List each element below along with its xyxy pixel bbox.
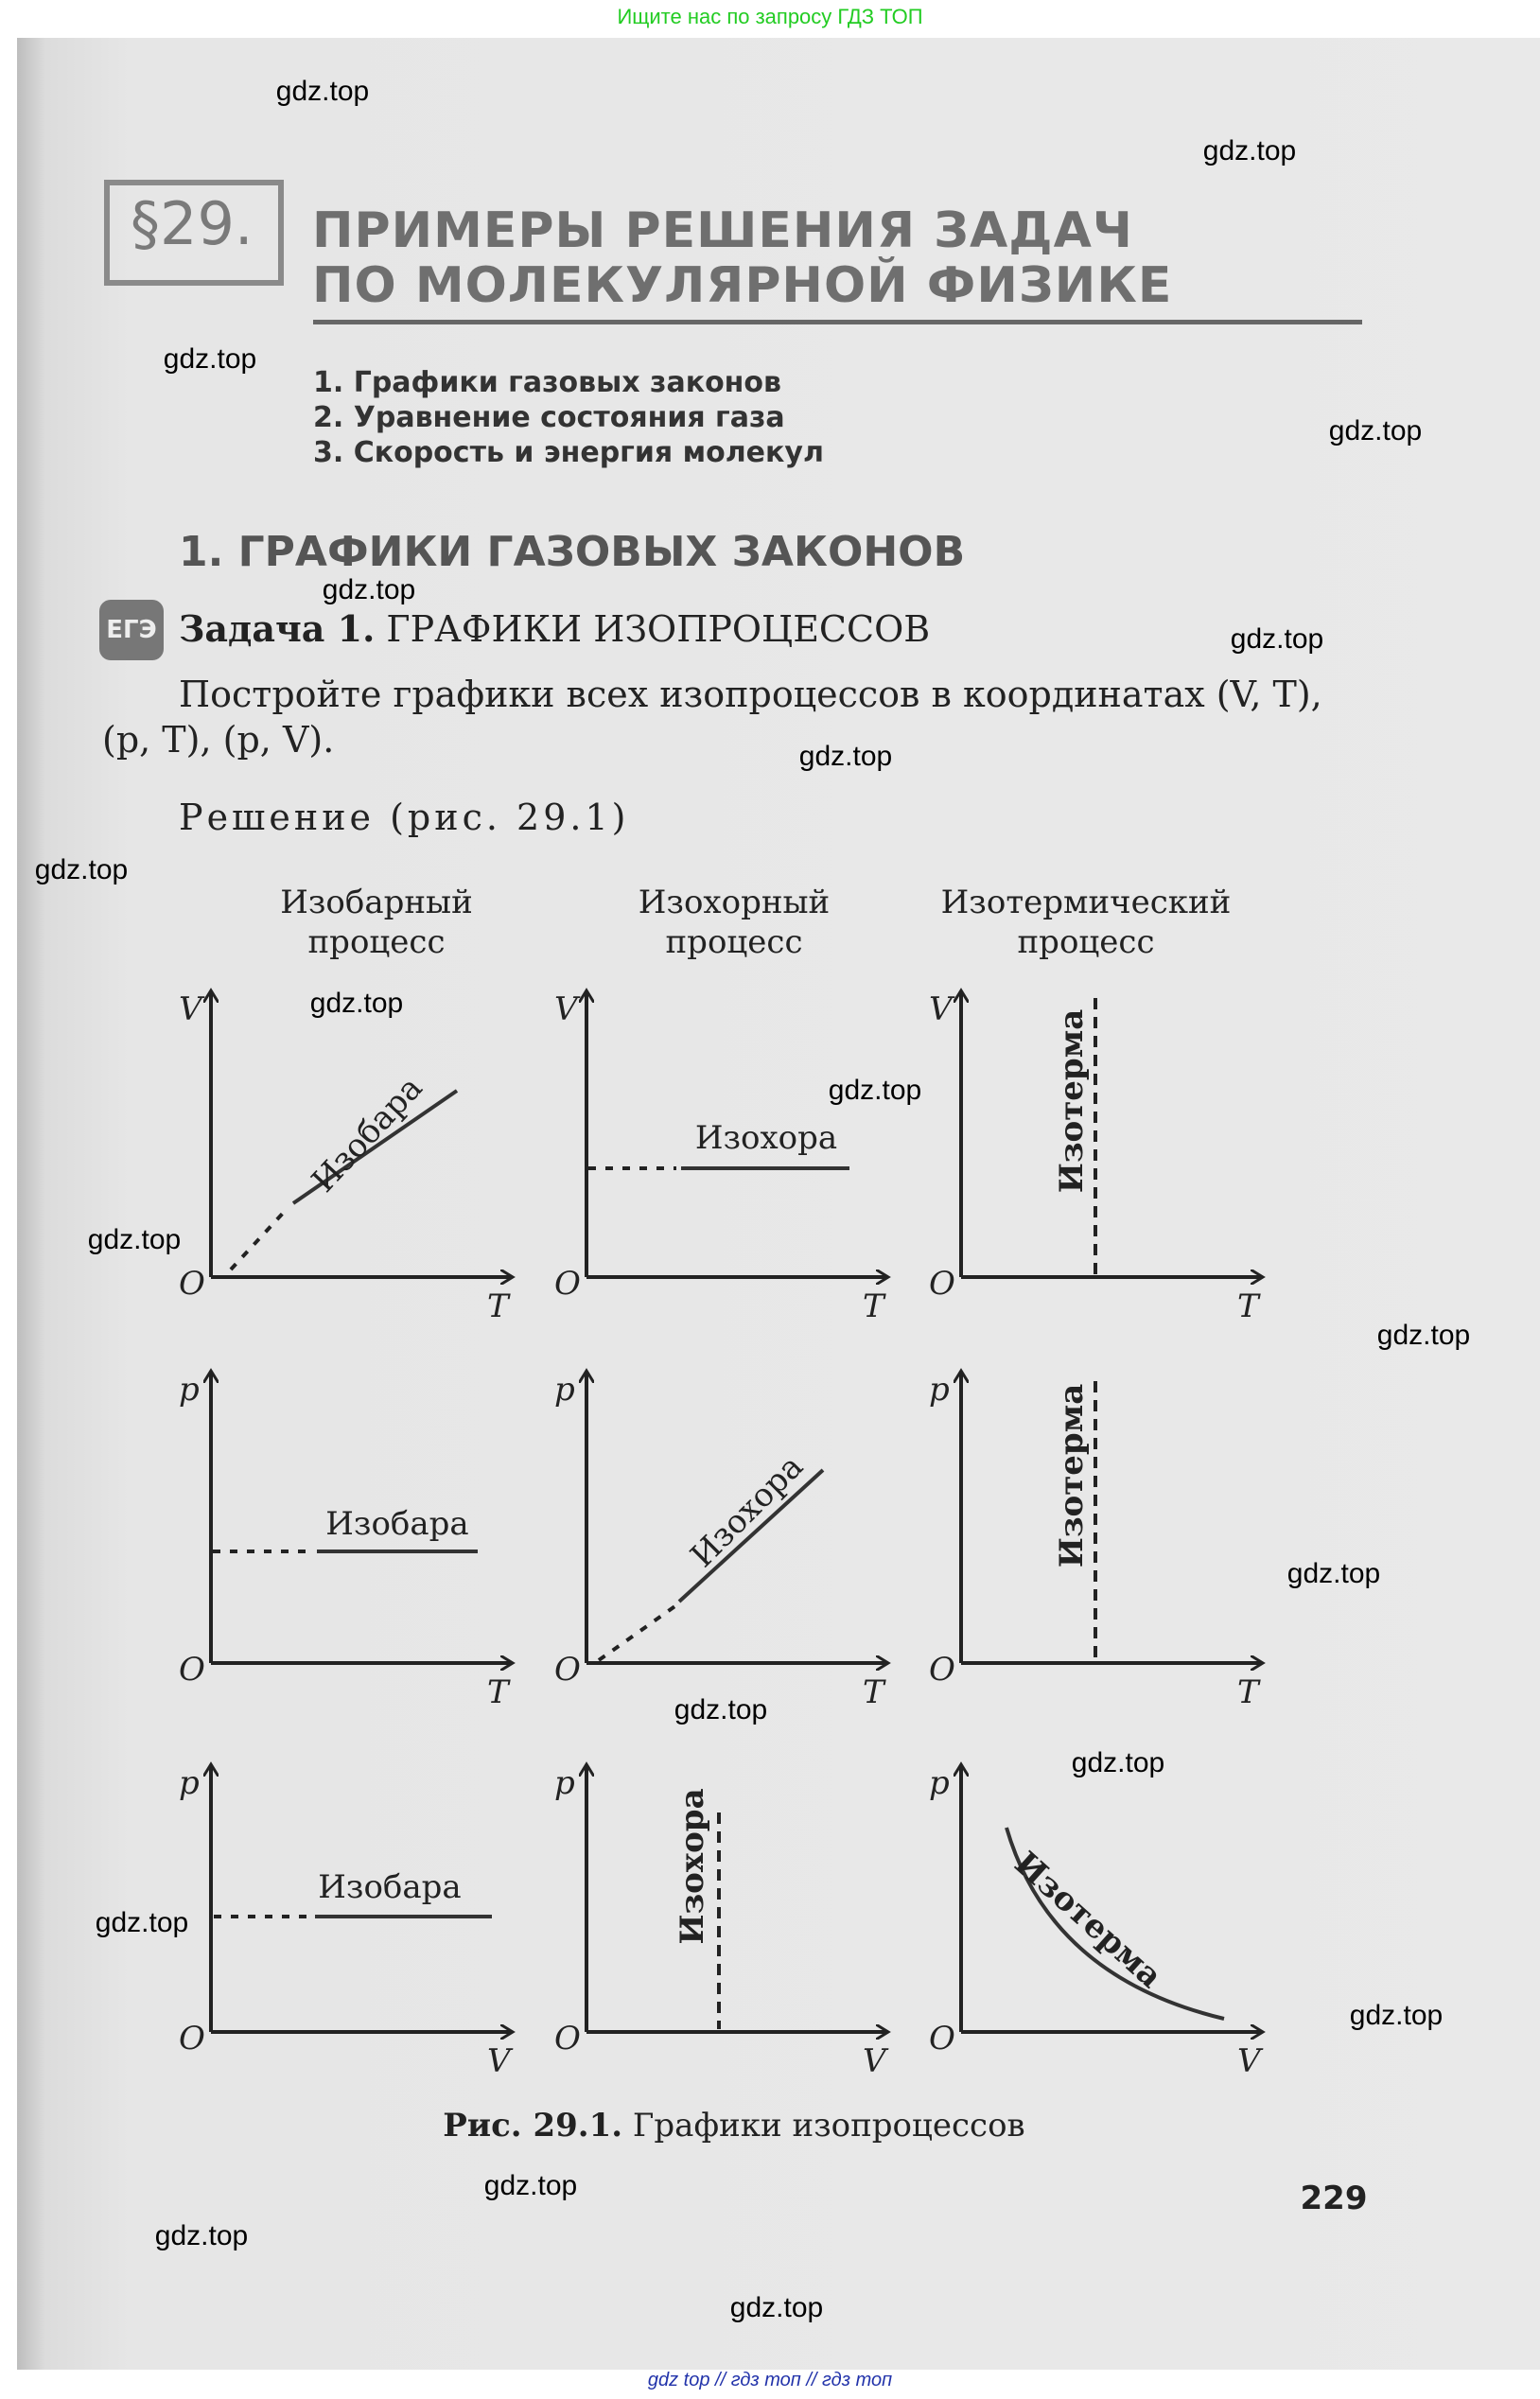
isochore-pt-extrapolation: [599, 1605, 676, 1660]
watermark: gdz.top: [87, 1224, 182, 1255]
origin-label: O: [929, 1651, 955, 1689]
origin-label: O: [554, 2020, 581, 2058]
watermark: gdz.top: [1071, 1747, 1165, 1778]
y-axis-label: V: [179, 990, 202, 1028]
watermark: gdz.top: [828, 1075, 922, 1106]
watermark: gdz.top: [1376, 1320, 1471, 1351]
x-axis-label: V: [487, 2042, 511, 2080]
y-axis-label: V: [929, 990, 953, 1028]
search-banner[interactable]: Ищите нас по запросу ГДЗ ТОП: [617, 5, 923, 28]
task-text-line2: (p, T), (p, V).: [102, 719, 335, 761]
figure-caption-text: Графики изопроцессов: [632, 2107, 1025, 2145]
watermark: gdz.top: [34, 854, 129, 885]
watermark: gdz.top: [674, 1694, 768, 1725]
isochore-label: Изохора: [694, 1119, 838, 1157]
isobar-label: Изобара: [304, 1069, 430, 1200]
column-header-isobaric-2: процесс: [307, 923, 446, 961]
task-label: Задача 1.: [179, 607, 376, 650]
watermark: gdz.top: [729, 2292, 824, 2323]
task-text-line1: Постройте графики всех изопроцессов в координатах (V, T),: [179, 674, 1322, 715]
y-axis-label: p: [554, 1764, 575, 1802]
watermark: gdz.top: [322, 574, 416, 605]
y-axis-label: V: [554, 990, 578, 1028]
column-header-isochoric: Изохорный: [638, 884, 831, 921]
watermark: gdz.top: [483, 2170, 578, 2201]
isochore-label: Изохора: [683, 1447, 812, 1576]
x-axis-label: V: [863, 2042, 886, 2080]
watermark: gdz.top: [1349, 2000, 1444, 2031]
watermark: gdz.top: [309, 988, 404, 1019]
origin-label: O: [929, 1265, 955, 1303]
isochore-label: Изохора: [674, 1788, 711, 1945]
origin-label: O: [179, 2020, 205, 2058]
y-axis-label: p: [929, 1371, 950, 1409]
watermark: gdz.top: [1328, 415, 1423, 447]
y-axis-label: p: [179, 1371, 200, 1409]
x-axis-label: T: [863, 1673, 884, 1711]
x-axis-label: T: [863, 1287, 884, 1325]
x-axis-label: T: [1237, 1673, 1259, 1711]
column-header-isochoric-2: процесс: [665, 923, 803, 961]
exam-icon: ЕГЭ: [99, 600, 164, 660]
x-axis-label: T: [487, 1287, 509, 1325]
subsection-heading: 1. ГРАФИКИ ГАЗОВЫХ ЗАКОНОВ: [179, 528, 966, 576]
origin-label: O: [929, 2020, 955, 2058]
y-axis-label: p: [554, 1371, 575, 1409]
toc-item-2: 2. Уравнение состояния газа: [313, 401, 785, 434]
column-header-isothermal: Изотермический: [940, 884, 1232, 921]
column-header-isobaric: Изобарный: [280, 884, 473, 921]
footer-links[interactable]: gdz top // гдз топ // гдз топ: [647, 2370, 893, 2390]
isobar-label: Изобара: [318, 1868, 462, 1906]
watermark: gdz.top: [798, 741, 893, 772]
watermark: gdz.top: [275, 76, 370, 107]
column-header-isothermal-2: процесс: [1017, 923, 1155, 961]
solution-heading: Решение (рис. 29.1): [179, 797, 630, 838]
figure-caption: [443, 2107, 1024, 2145]
origin-label: O: [554, 1651, 581, 1689]
isotherm-label: Изотерма: [1053, 1008, 1091, 1194]
x-axis-label: T: [487, 1673, 509, 1711]
origin-label: O: [179, 1651, 205, 1689]
toc-item-3: 3. Скорость и энергия молекул: [313, 436, 824, 469]
x-axis-label: T: [1237, 1287, 1259, 1325]
task-title: ГРАФИКИ ИЗОПРОЦЕССОВ: [386, 608, 931, 650]
isobar-label: Изобара: [325, 1505, 469, 1543]
watermark: gdz.top: [163, 343, 257, 375]
watermark: gdz.top: [154, 2220, 249, 2251]
isotherm-label: Изотерма: [1006, 1844, 1170, 1996]
section-title-line2: ПО МОЛЕКУЛЯРНОЙ ФИЗИКЕ: [312, 257, 1173, 314]
origin-label: O: [179, 1265, 205, 1303]
watermark: gdz.top: [1286, 1558, 1381, 1589]
x-axis-label: V: [1237, 2042, 1261, 2080]
isotherm-label: Изотерма: [1053, 1383, 1091, 1568]
page-number: 229: [1300, 2180, 1368, 2217]
toc-item-1: 1. Графики газовых законов: [313, 366, 781, 399]
y-axis-label: p: [929, 1764, 950, 1802]
watermark: gdz.top: [1230, 623, 1324, 655]
section-number: §29.: [131, 189, 254, 258]
figure-caption-label: Рис. 29.1.: [443, 2107, 623, 2145]
watermark: gdz.top: [1202, 135, 1297, 166]
section-title-line1: ПРИМЕРЫ РЕШЕНИЯ ЗАДАЧ: [312, 202, 1133, 259]
origin-label: O: [554, 1265, 581, 1303]
watermark: gdz.top: [95, 1907, 189, 1938]
isobar-vt-extrapolation: [231, 1207, 289, 1270]
y-axis-label: p: [179, 1764, 200, 1802]
